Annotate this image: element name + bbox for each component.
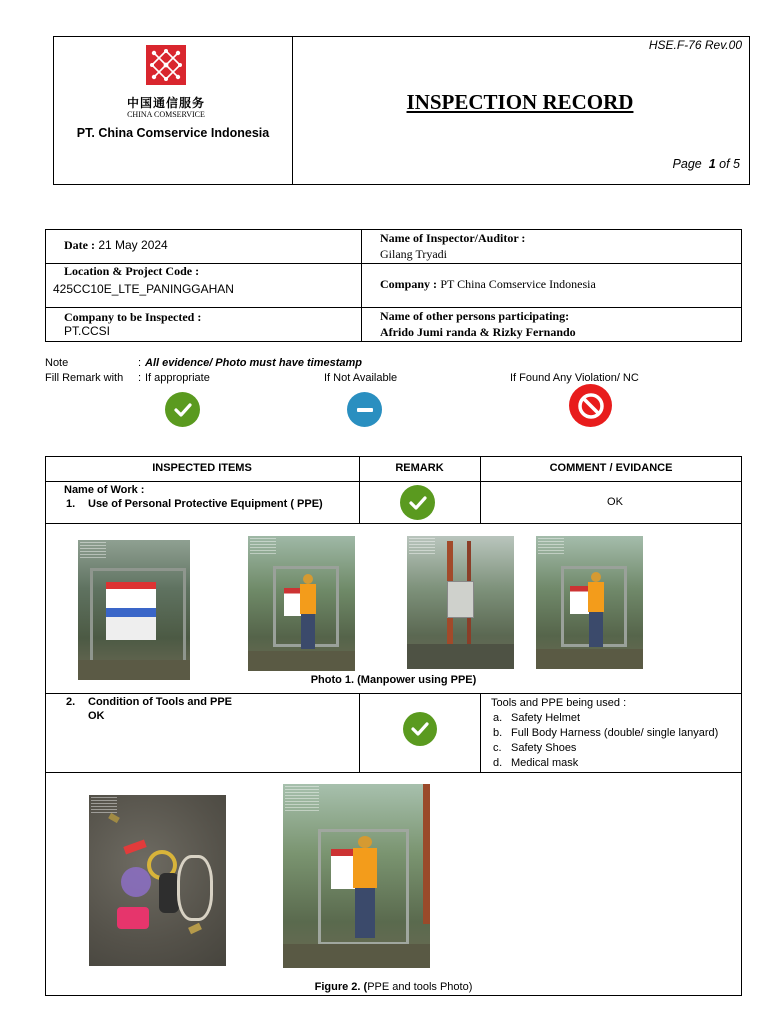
row2-check-icon bbox=[403, 712, 437, 746]
table-line-row2 bbox=[45, 772, 742, 773]
list-letter: c. bbox=[493, 742, 502, 754]
list-item bbox=[493, 727, 719, 739]
note-text: All evidence/ Photo must have timestamp bbox=[145, 357, 363, 369]
row2-item: Condition of Tools and PPE bbox=[88, 696, 233, 708]
row2-number: 2. bbox=[66, 696, 76, 708]
col-header-remark: REMARK bbox=[395, 462, 444, 474]
legend-not-available-label: If Not Available bbox=[324, 372, 398, 384]
list-item bbox=[493, 712, 581, 724]
photo-worker-front-2 bbox=[536, 536, 643, 669]
minus-icon bbox=[347, 392, 382, 427]
list-text: Safety Shoes bbox=[511, 742, 577, 754]
row1-check-icon bbox=[400, 485, 435, 520]
info-divider bbox=[361, 229, 362, 342]
list-item bbox=[493, 757, 579, 769]
page-number: 1 bbox=[708, 157, 716, 171]
fill-remark-label: Fill Remark with bbox=[45, 372, 124, 384]
photo-tools-ppe bbox=[89, 795, 226, 966]
other-persons-value: Afrido Jumi randa & Rizky Fernando bbox=[380, 325, 576, 339]
header-divider bbox=[292, 36, 293, 185]
document-code: HSE.F-76 Rev.00 bbox=[648, 38, 742, 52]
list-text: Full Body Harness (double/ single lanyard) bbox=[511, 727, 719, 739]
page-title: INSPECTION RECORD bbox=[406, 90, 634, 114]
logo-chinese-text: 中国通信服务 bbox=[126, 96, 205, 110]
photo-worker-harness bbox=[283, 784, 430, 968]
location-value: 425CC10E_LTE_PANINGGAHAN bbox=[53, 282, 234, 296]
list-item bbox=[493, 742, 577, 754]
date-value: 21 May 2024 bbox=[98, 238, 168, 252]
name-of-work-label: Name of Work : bbox=[64, 484, 145, 496]
logo-mark-icon bbox=[146, 45, 186, 85]
photo-tower-equipment bbox=[407, 536, 514, 669]
photo-worker-front-1 bbox=[248, 536, 355, 671]
figure2-caption-text: PPE and tools Photo) bbox=[367, 981, 473, 993]
figure2-caption bbox=[45, 981, 742, 993]
page-indicator bbox=[600, 157, 740, 171]
header-company-name: PT. China Comservice Indonesia bbox=[76, 126, 270, 140]
col-header-comment: COMMENT / EVIDANCE bbox=[549, 462, 673, 474]
col-header-items: INSPECTED ITEMS bbox=[152, 462, 252, 474]
company-logo bbox=[146, 45, 186, 85]
company-label: Company : bbox=[380, 277, 438, 291]
list-letter: b. bbox=[493, 727, 503, 739]
inspected-company-value: PT.CCSI bbox=[64, 324, 111, 338]
list-letter: d. bbox=[493, 757, 503, 769]
page-suffix: of 5 bbox=[719, 157, 740, 171]
other-persons-label: Name of other persons participating: bbox=[380, 309, 570, 323]
inspector-label: Name of Inspector/Auditor : bbox=[380, 231, 526, 245]
table-col-1-mid bbox=[359, 693, 360, 772]
company-field bbox=[380, 277, 596, 292]
note-colon: : bbox=[138, 357, 142, 369]
row2-comment-title: Tools and PPE being used : bbox=[491, 697, 627, 709]
figure2-caption-label: Figure 2. ( bbox=[314, 981, 368, 993]
inspected-company-label: Company to be Inspected : bbox=[64, 310, 202, 324]
note-label: Note bbox=[45, 357, 69, 369]
company-value: PT China Comservice Indonesia bbox=[440, 277, 596, 291]
photo1-caption: Photo 1. (Manpower using PPE) bbox=[310, 674, 477, 686]
fill-remark-colon: : bbox=[138, 372, 142, 384]
row1-comment: OK bbox=[607, 496, 623, 508]
location-label: Location & Project Code : bbox=[64, 264, 200, 278]
inspector-value: Gilang Tryadi bbox=[380, 247, 448, 261]
list-text: Safety Helmet bbox=[511, 712, 581, 724]
row1-item: Use of Personal Protective Equipment ( PPE) bbox=[88, 498, 323, 510]
list-text: Medical mask bbox=[511, 757, 579, 769]
logo-english-text: CHINA COMSERVICE bbox=[127, 110, 205, 119]
row1-number: 1. bbox=[66, 498, 76, 510]
info-row-line-2 bbox=[45, 307, 742, 308]
page-prefix: Page bbox=[672, 157, 702, 171]
table-line-photo1 bbox=[45, 693, 742, 694]
legend-violation-label: If Found Any Violation/ NC bbox=[510, 372, 639, 384]
date-label: Date : bbox=[64, 238, 95, 252]
table-col-2-mid bbox=[480, 693, 481, 772]
table-line-row1 bbox=[45, 523, 742, 524]
row2-ok: OK bbox=[88, 710, 105, 722]
date-field bbox=[64, 238, 168, 253]
photo-gate-signboard bbox=[78, 540, 190, 680]
list-letter: a. bbox=[493, 712, 503, 724]
prohibited-icon bbox=[569, 384, 612, 427]
check-icon bbox=[165, 392, 200, 427]
legend-appropriate-label: If appropriate bbox=[145, 372, 210, 384]
table-line-header bbox=[45, 481, 742, 482]
